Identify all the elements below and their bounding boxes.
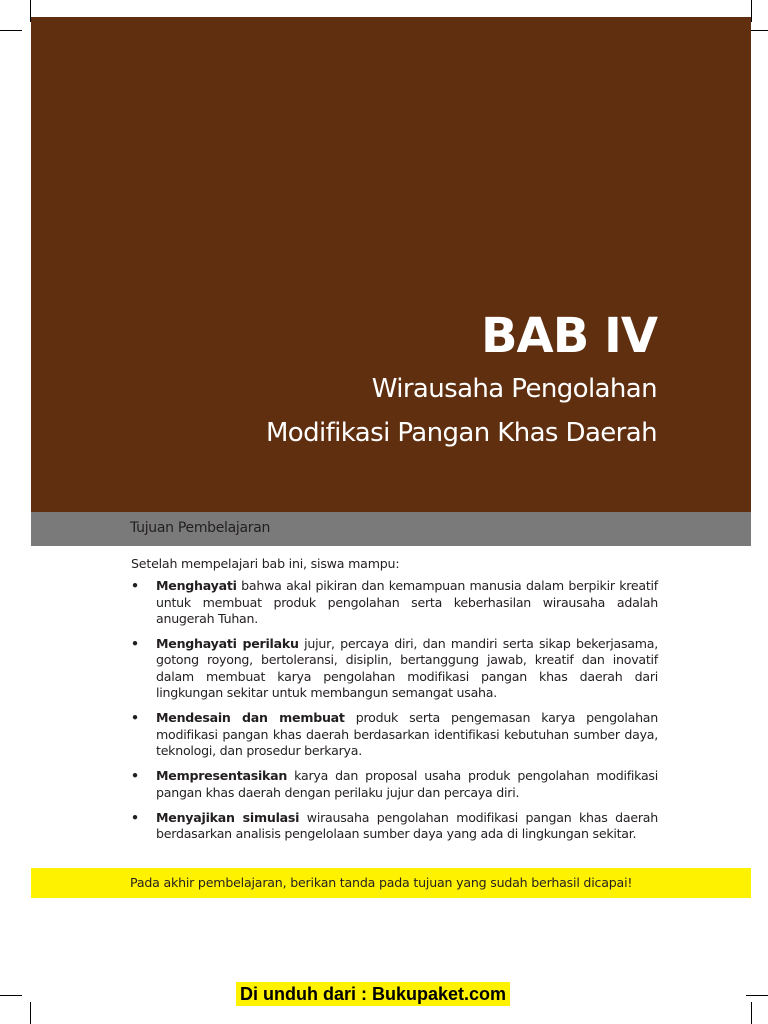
objective-item xyxy=(131,768,658,801)
objective-keyword: Mendesain dan membuat xyxy=(156,710,345,726)
reminder-banner xyxy=(31,868,751,898)
crop-mark xyxy=(751,1002,752,1024)
chapter-number: BAB IV xyxy=(480,308,657,364)
objective-keyword: Menyajikan simulasi xyxy=(156,809,300,825)
bullet-marker: • xyxy=(131,768,139,784)
objective-item xyxy=(131,578,658,627)
bullet-marker: • xyxy=(131,710,139,726)
objective-text: bahwa akal pikiran dan kemampuan manusia dalam berpikir kreatif untuk membuat produk pengolahan serta keberhasilan wirausaha adalah anugerah Tuhan. xyxy=(156,578,658,626)
crop-mark xyxy=(746,995,768,996)
chapter-header xyxy=(31,17,751,512)
learning-goals-header xyxy=(31,512,751,546)
bullet-marker: • xyxy=(131,636,139,652)
objective-text: karya dan proposal usaha produk pengolahan modifikasi pangan khas daerah dengan perilaku jujur dan percaya diri. xyxy=(156,768,658,800)
objective-keyword: Mempresentasikan xyxy=(156,768,288,784)
crop-mark xyxy=(0,995,22,996)
bullet-marker: • xyxy=(131,809,139,825)
learning-goals-intro: Setelah mempelajari bab ini, siswa mampu: xyxy=(131,556,400,571)
crop-mark xyxy=(30,1002,31,1024)
objective-text: jujur, percaya diri, dan mandiri serta sikap bekerjasama, gotong royong, bertoleransi, disiplin, bertanggung jawab, kreatif dan inovatif dalam membuat karya pengolahan modifikasi pangan khas daerah dari lingkungan sekitar untuk membangun semangat usaha. xyxy=(156,636,658,701)
learning-goals-heading: Tujuan Pembelajaran xyxy=(130,520,271,536)
crop-mark xyxy=(751,0,752,22)
objective-item xyxy=(131,710,658,759)
reminder-text: Pada akhir pembelajaran, berikan tanda pada tujuan yang sudah berhasil dicapai! xyxy=(130,875,633,890)
bullet-marker: • xyxy=(131,578,139,594)
objective-keyword: Menghayati perilaku xyxy=(156,636,299,652)
objective-text: produk serta pengemasan karya pengolahan modifikasi pangan khas daerah berdasarkan identifikasi kebutuhan sumber daya, teknologi, dan prosedur berkarya. xyxy=(156,710,658,758)
objectives-list xyxy=(131,578,658,842)
chapter-title-line1: Wirausaha Pengolahan xyxy=(371,374,657,404)
objective-keyword: Menghayati xyxy=(156,578,237,594)
objective-item xyxy=(131,636,658,701)
chapter-title xyxy=(266,367,657,455)
download-source-link[interactable]: Di unduh dari : Bukupaket.com xyxy=(236,982,510,1006)
learning-goals-body xyxy=(131,556,658,851)
crop-mark xyxy=(0,30,22,31)
objective-text: wirausaha pengolahan modifikasi pangan khas daerah berdasarkan analisis pengelolaan sumber daya yang ada di lingkungan sekitar. xyxy=(156,809,658,842)
objective-item xyxy=(131,810,658,843)
chapter-title-line2: Modifikasi Pangan Khas Daerah xyxy=(265,418,657,448)
